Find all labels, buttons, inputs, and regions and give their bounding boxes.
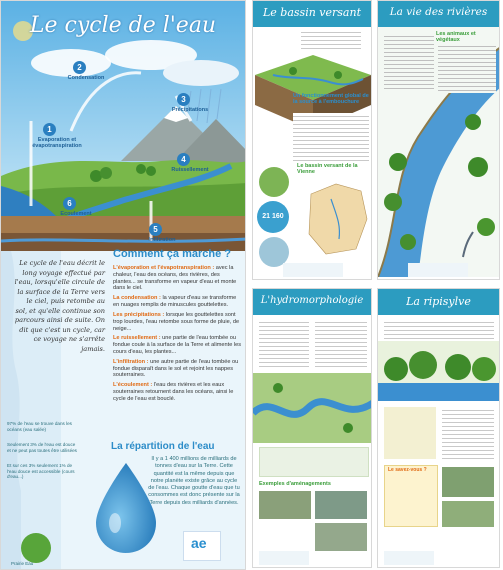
logo-strip xyxy=(384,551,434,565)
poster-hydromorphologie xyxy=(252,288,372,568)
text-block xyxy=(315,319,367,367)
logo-right-label: ae xyxy=(191,535,207,551)
how-item xyxy=(113,265,241,292)
step-number-badge: 6 xyxy=(63,197,76,210)
text-block xyxy=(384,319,494,339)
photo-thumbnail xyxy=(259,167,289,197)
poster-bassin-versant xyxy=(252,0,372,280)
step-label: Evaporation et évapotranspiration xyxy=(32,137,82,150)
how-item-heading: L'écoulement : xyxy=(113,382,153,389)
step-label: Ecoulement xyxy=(60,211,92,217)
panel-title: Le bassin versant xyxy=(263,6,361,19)
text-block xyxy=(442,407,494,459)
how-item-body: l'eau des rivières et les eaux souterraines retournent dans les océans, ainsi le cycle de l'eau est bouclé. xyxy=(113,382,234,402)
step-label: Infiltration xyxy=(148,237,176,243)
page-title: Le cycle de l'eau xyxy=(29,13,217,38)
diagram-box xyxy=(259,447,369,477)
how-item-body: une autre partie de l'eau tombée ou fondue disparaît dans le sol et rejoint les nappes souterraines. xyxy=(113,358,239,379)
section-title: Exemples d'aménagements xyxy=(259,481,331,487)
how-item-heading: L'infiltration : xyxy=(113,358,149,365)
panel-title: L'hydromorphologie xyxy=(260,295,364,306)
how-item-heading: L'évaporation et l'évapotranspiration : xyxy=(113,265,215,271)
text-block xyxy=(438,43,496,93)
step-number-badge: 4 xyxy=(177,153,190,166)
how-item-body: avec la chaleur, l'eau des océans, des rivières, des plantes... se transforme en vapeur d'eau et monte dans le ciel. xyxy=(113,265,237,292)
how-item xyxy=(113,335,241,355)
savez-vous-title: Le savez-vous ? xyxy=(388,467,427,473)
cycle-illustration xyxy=(1,1,246,251)
step-label: Ruissellement xyxy=(171,167,209,173)
logo-left xyxy=(21,533,51,563)
how-item-heading: Les précipitations : xyxy=(113,311,165,318)
repartition-text: Il y a 1 400 millions de milliards de tonnes d'eau sur la Terre. Cette quantité est la même depuis que notre planète existe grâce au cycle de l'eau. Chaque goutte d'eau que tu consommes est donc présente sur la Terre depuis des milliards d'années. xyxy=(148,456,240,506)
how-item-body: la vapeur d'eau se transforme en nuages remplis de minuscules gouttelettes. xyxy=(113,295,237,309)
step-number-badge: 5 xyxy=(149,223,162,236)
photo-thumbnail xyxy=(315,523,367,551)
how-title: Comment ça marche ? xyxy=(113,248,231,260)
rivieres-subtitle: Les animaux et végétaux xyxy=(436,31,476,44)
bassin-subtitle: Un fonctionnement global de la source à l'embouchure xyxy=(293,93,369,106)
how-item-heading: Le ruissellement : xyxy=(113,335,161,342)
step-number-badge: 2 xyxy=(73,61,86,74)
poster-ripisylve xyxy=(377,288,500,568)
poster-vie-des-rivieres xyxy=(377,0,500,280)
yellow-infobox xyxy=(384,407,436,459)
logo-strip xyxy=(283,263,343,277)
text-block xyxy=(259,319,309,367)
logo-strip xyxy=(408,263,468,277)
poster-cycle-de-leau xyxy=(0,0,246,570)
how-list xyxy=(113,265,241,406)
meander-illustration xyxy=(253,373,372,443)
text-block xyxy=(293,113,369,161)
step-number-badge: 3 xyxy=(177,93,190,106)
panel-title: La vie des rivières xyxy=(389,6,488,18)
text-block xyxy=(384,33,434,89)
how-item-heading: La condensation : xyxy=(113,295,161,302)
cloud-icon xyxy=(163,60,239,86)
logo-strip xyxy=(259,551,309,565)
panel-title: La ripisylve xyxy=(406,295,471,308)
how-item xyxy=(113,295,241,309)
stat-badge: 21 160 xyxy=(257,201,289,233)
logo-left-label: Prairie Eau xyxy=(11,561,34,566)
cycle-intro-text: Le cycle de l'eau décrit le long voyage effectué par l'eau, lorsqu'elle circule de la surface de la Terre vers le ciel, puis retombe au sol, et qu'elle continue son parcours ainsi de suite. On dit que c'est un cycle, car ce voyage ne s'arrête jamais. xyxy=(14,259,105,353)
how-item xyxy=(113,359,241,379)
step-label: Condensation xyxy=(67,75,105,81)
riverbank-illustration xyxy=(378,341,500,401)
repartition-title: La répartition de l'eau xyxy=(111,441,215,452)
photo-thumbnail xyxy=(259,491,311,519)
step-label: Précipitations xyxy=(171,107,209,113)
photo-thumbnail xyxy=(442,467,494,497)
cloud-icon xyxy=(31,49,111,77)
photo-thumbnail xyxy=(315,491,367,519)
savez-vous-box xyxy=(384,465,438,527)
how-item-body: une partie de l'eau tombée ou fondue coule à la surface de la Terre et alimente les cours d'eau, les plantes... xyxy=(113,335,242,355)
step-number-badge: 1 xyxy=(43,123,56,136)
side-note: Seulement 3% de l'eau est douce et ne peut pas toutes être utilisées xyxy=(7,442,77,453)
side-note: Et sur ces 3% seulement 1% de l'eau douce est accessible (cours d'eau...) xyxy=(7,463,75,479)
side-note: 97% de l'eau se trouve dans les océans (eau salée) xyxy=(7,421,72,432)
text-block xyxy=(301,29,361,49)
how-item xyxy=(113,312,241,332)
photo-thumbnail xyxy=(442,501,494,527)
map-title: Le bassin versant de la Vienne xyxy=(297,163,358,176)
how-item-body: lorsque les gouttelettes sont trop lourdes, l'eau retombe sous forme de pluie, de neige... xyxy=(113,311,240,332)
vienne-map xyxy=(301,179,371,259)
how-item xyxy=(113,382,241,402)
side-notes xyxy=(7,421,77,490)
